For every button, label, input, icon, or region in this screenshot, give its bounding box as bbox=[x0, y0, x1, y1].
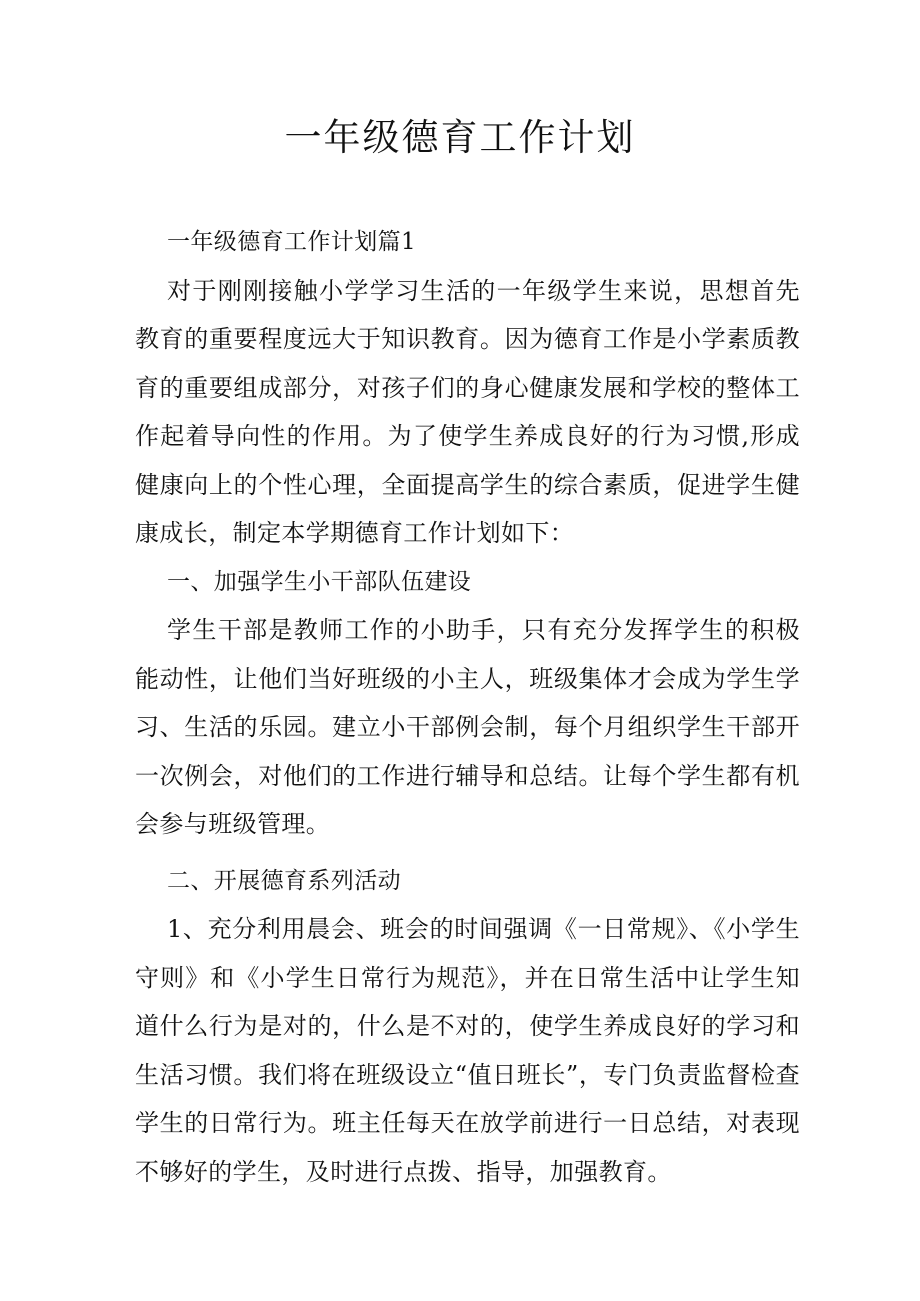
section-2-item-1-paragraph: 1、充分利用晨会、班会的时间强调《一日常规》、《小学生守则》和《小学生日常行为规范》，并在日常生活中让学生知道什么行为是对的，什么是不对的，使学生养成良好的学习和生活习惯。我们将在班级设立“值日班长”，专门负责监督检查学生的日常行为。班主任每天在放学前进行一日总结，对表现不够好的学生，及时进行点拨、指导，加强教育。 bbox=[135, 915, 800, 1186]
document-body bbox=[135, 218, 800, 1196]
section-1-paragraph: 学生干部是教师工作的小助手，只有充分发挥学生的积极能动性，让他们当好班级的小主人，班级集体才会成为学生学习、生活的乐园。建立小干部例会制，每个月组织学生干部开一次例会，对他们的工作进行辅导和总结。让每个学生都有机会参与班级管理。 bbox=[135, 616, 800, 838]
intro-paragraph: 对于刚刚接触小学学习生活的一年级学生来说，思想首先教育的重要程度远大于知识教育。因为德育工作是小学素质教育的重要组成部分，对孩子们的身心健康发展和学校的整体工作起着导向性的作用。为了使学生养成良好的行为习惯,形成健康向上的个性心理，全面提高学生的综合素质，促进学生健康成长，制定本学期德育工作计划如下： bbox=[135, 276, 800, 547]
document-subtitle: 一年级德育工作计划篇1 bbox=[167, 229, 417, 255]
document-title: 一年级德育工作计划 bbox=[284, 116, 636, 159]
section-1-heading: 一、加强学生小干部队伍建设 bbox=[167, 568, 472, 595]
section-2-heading: 二、开展德育系列活动 bbox=[167, 867, 401, 894]
